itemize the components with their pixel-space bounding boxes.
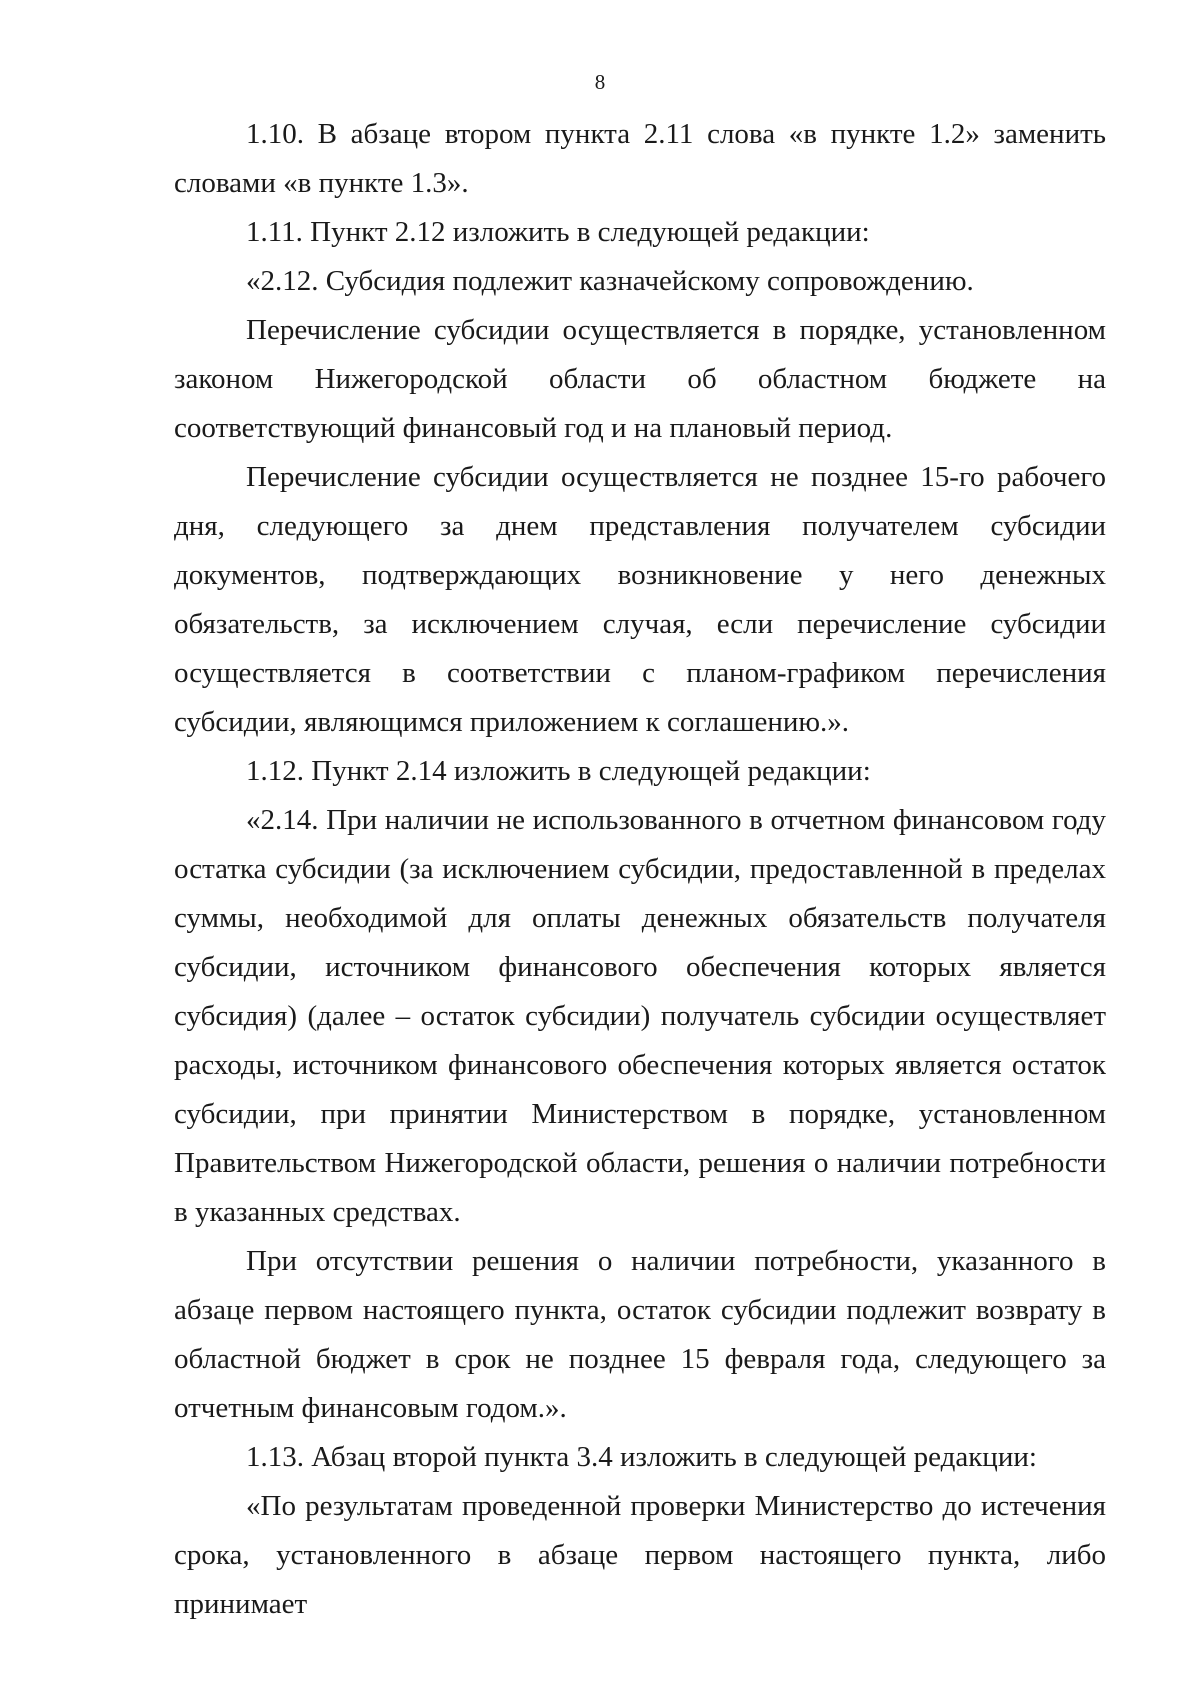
document-body — [174, 110, 1106, 1629]
paragraph-1-10: 1.10. В абзаце втором пункта 2.11 слова «в пункте 1.2» заменить словами «в пункте 1.3». — [174, 118, 1106, 199]
page-number: 8 — [594, 70, 606, 94]
paragraph-1-12: 1.12. Пункт 2.14 изложить в следующей редакции: — [246, 755, 871, 787]
paragraph-1-13: 1.13. Абзац второй пункта 3.4 изложить в следующей редакции: — [246, 1441, 1037, 1473]
paragraph-transfer-order: Перечисление субсидии осуществляется в порядке, установленном законом Нижегородской области об областном бюджете на соответствующий финансовый год и на плановый период. — [174, 314, 1106, 444]
paragraph-2-12-heading: «2.12. Субсидия подлежит казначейскому сопровождению. — [246, 265, 974, 297]
paragraph-transfer-deadline: Перечисление субсидии осуществляется не позднее 15-го рабочего дня, следующего за днем представления получателем субсидии документов, подтверждающих возникновение у него денежных обязательств, за исключением случая, если перечисление субсидии осуществляется в соответствии с планом-графиком перечисления субсидии, являющимся приложением к соглашению.». — [174, 461, 1106, 738]
paragraph-refund: При отсутствии решения о наличии потребности, указанного в абзаце первом настоящего пункта, остаток субсидии подлежит возврату в областной бюджет в срок не позднее 15 февраля года, следующего за отчетным финансовым годом.». — [174, 1245, 1106, 1424]
paragraph-2-14: «2.14. При наличии не использованного в отчетном финансовом году остатка субсидии (за исключением субсидии, предоставленной в пределах суммы, необходимой для оплаты денежных обязательств получателя субсидии, источником финансового обеспечения которых является субсидия) (далее – остаток субсидии) получатель субсидии осуществляет расходы, источником финансового обеспечения которых является остаток субсидии, при принятии Министерством в порядке, установленном Правительством Нижегородской области, решения о наличии потребности в указанных средствах. — [174, 804, 1106, 1228]
paragraph-inspection-results: «По результатам проведенной проверки Министерство до истечения срока, установленного в абзаце первом настоящего пункта, либо принимает — [174, 1490, 1106, 1620]
paragraph-1-11: 1.11. Пункт 2.12 изложить в следующей редакции: — [246, 216, 870, 248]
